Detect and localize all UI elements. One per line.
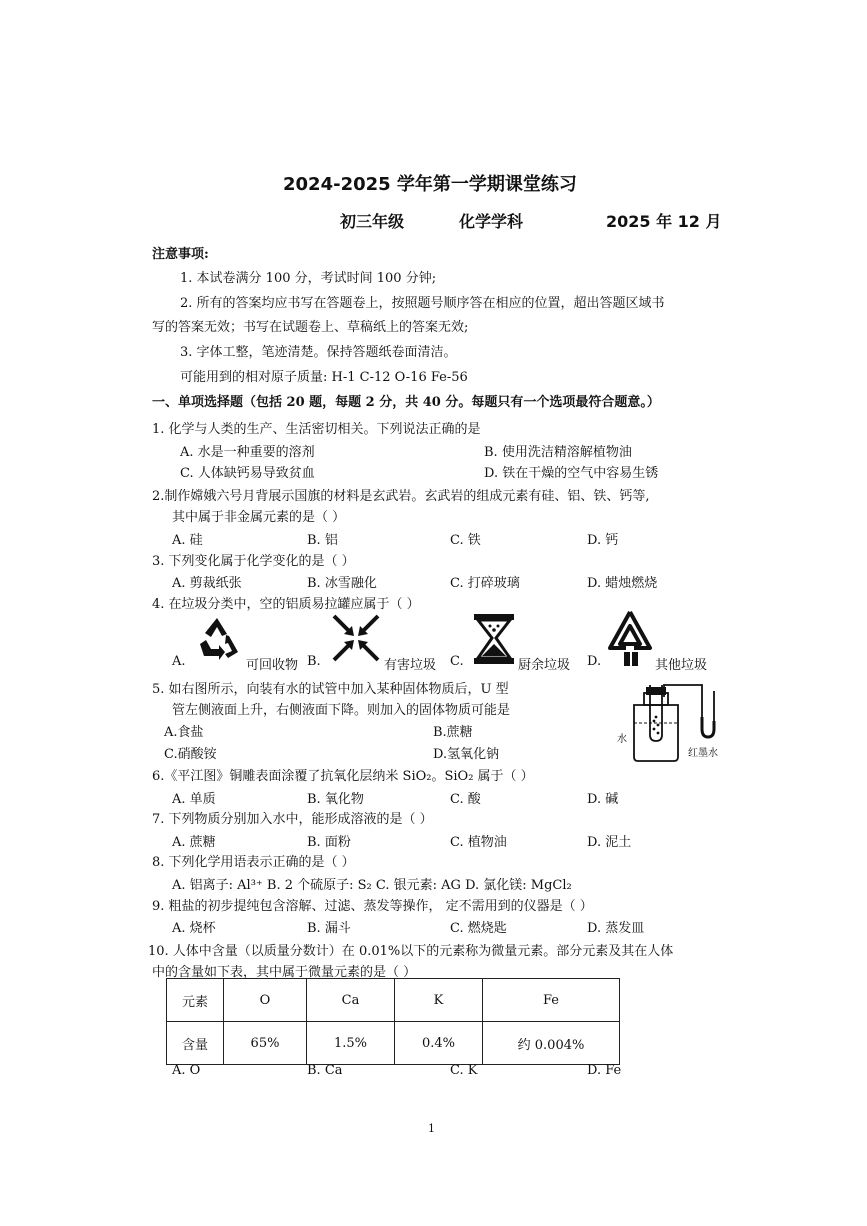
q9-option-b: B. 漏斗 (307, 921, 351, 936)
q4-stem: 4. 在垃圾分类中，空的铝质易拉罐应属于（ ） (152, 597, 420, 612)
q8-options: A. 铝离子: Al³⁺ B. 2 个硫原子: S₂ C. 银元素: AG D. 氯化镁: MgCl₂ (172, 878, 572, 893)
q4-option-b-letter: B. (307, 654, 321, 669)
grade-label: 初三年级 (340, 212, 405, 231)
q5-stem-1: 5. 如右图所示，向装有水的试管中加入某种固体物质后，U 型 (152, 682, 509, 697)
q1-option-c: C. 人体缺钙易导致贫血 (180, 466, 315, 481)
atomic-mass-line: 可能用到的相对原子质量: H-1 C-12 O-16 Fe-56 (180, 370, 468, 385)
table-cell: Ca (307, 979, 395, 1022)
q7-option-c: C. 植物油 (450, 835, 507, 850)
q3-stem: 3. 下列变化属于化学变化的是（ ） (152, 554, 355, 569)
q7-stem: 7. 下列物质分别加入水中，能形成溶液的是（ ） (152, 812, 433, 827)
q3-option-c: C. 打碎玻璃 (450, 576, 520, 591)
q5-figure-red-ink-label: 红墨水 (688, 748, 718, 759)
q7-option-d: D. 泥土 (587, 835, 632, 850)
q2-option-d: D. 钙 (587, 533, 619, 548)
date-label: 2025 年 12 月 (606, 212, 722, 231)
q9-option-d: D. 蒸发皿 (587, 921, 645, 936)
q7-option-b: B. 面粉 (307, 835, 351, 850)
q4-option-a-letter: A. (172, 654, 186, 669)
q10-option-d: D. Fe (587, 1063, 622, 1078)
q4-option-c-label: 厨余垃圾 (518, 658, 571, 673)
q1-option-b: B. 使用洗洁精溶解植物油 (484, 445, 632, 460)
q4-option-d-label: 其他垃圾 (655, 658, 708, 673)
notes-heading: 注意事项: (152, 247, 209, 262)
q10-stem-1: 10. 人体中含量（以质量分数计）在 0.01%以下的元素称为微量元素。部分元素及其在人体 (148, 944, 674, 959)
hazardous-waste-icon (330, 612, 382, 664)
q2-stem-2: 其中属于非金属元素的是（ ） (172, 510, 346, 525)
kitchen-waste-icon (472, 612, 516, 666)
table-row-header: 元素 (167, 979, 224, 1022)
q2-option-a: A. 硅 (172, 533, 203, 548)
table-cell: 0.4% (395, 1022, 483, 1065)
element-content-table (166, 978, 620, 1065)
q1-option-a: A. 水是一种重要的溶剂 (180, 445, 315, 460)
q5-option-b: B.蔗糖 (433, 725, 473, 740)
q3-option-d: D. 蜡烛燃烧 (587, 576, 658, 591)
q3-option-a: A. 剪裁纸张 (172, 576, 242, 591)
notes-item-1: 1. 本试卷满分 100 分，考试时间 100 分钟; (180, 271, 437, 286)
subject-label: 化学学科 (459, 212, 524, 231)
q2-stem-1: 2.制作嫦娥六号月背展示国旗的材料是玄武岩。玄武岩的组成元素有硅、铝、铁、钙等, (152, 489, 650, 504)
table-cell: K (395, 979, 483, 1022)
q2-option-b: B. 铝 (307, 533, 338, 548)
q5-stem-2: 管左侧液面上升，右侧液面下降。则加入的固体物质可能是 (172, 703, 511, 718)
q2-option-c: C. 铁 (450, 533, 481, 548)
page-title: 2024-2025 学年第一学期课堂练习 (283, 174, 577, 195)
q9-stem: 9. 粗盐的初步提纯包含溶解、过滤、蒸发等操作， 定不需用到的仪器是（ ） (152, 899, 593, 914)
q6-stem: 6.《平江图》铜雕表面涂覆了抗氧化层纳米 SiO₂。SiO₂ 属于（ ） (152, 769, 534, 784)
q1-option-d: D. 铁在干燥的空气中容易生锈 (484, 466, 659, 481)
other-waste-icon (606, 608, 654, 668)
q4-option-b-label: 有害垃圾 (384, 658, 437, 673)
q5-option-a: A.食盐 (164, 725, 204, 740)
page-number: 1 (428, 1122, 435, 1135)
q4-option-a-label: 可回收物 (246, 658, 299, 673)
q10-option-b: B. Ca (307, 1063, 343, 1078)
q10-option-c: C. K (450, 1063, 478, 1078)
q8-stem: 8. 下列化学用语表示正确的是（ ） (152, 855, 355, 870)
notes-item-2b: 写的答案无效；书写在试题卷上、草稿纸上的答案无效; (152, 320, 469, 335)
table-cell: 约 0.004% (483, 1022, 620, 1065)
q1-stem: 1. 化学与人类的生产、生活密切相关。下列说法正确的是 (152, 422, 481, 437)
q4-option-d-letter: D. (587, 654, 602, 669)
q3-option-b: B. 冰雪融化 (307, 576, 377, 591)
q5-option-c: C.硝酸铵 (164, 747, 217, 762)
q9-option-a: A. 烧杯 (172, 921, 216, 936)
table-row-header: 含量 (167, 1022, 224, 1065)
table-row (167, 1022, 620, 1065)
q6-option-a: A. 单质 (172, 792, 216, 807)
q5-figure-water-label: 水 (617, 734, 627, 745)
table-row (167, 979, 620, 1022)
section-1-heading: 一、单项选择题（包括 20 题，每题 2 分，共 40 分。每题只有一个选项最符合题意。） (152, 395, 660, 410)
table-cell: 1.5% (307, 1022, 395, 1065)
table-cell: 65% (224, 1022, 307, 1065)
q7-option-a: A. 蔗糖 (172, 835, 216, 850)
q5-option-d: D.氢氧化钠 (433, 747, 500, 762)
q10-option-a: A. O (172, 1063, 201, 1078)
q4-option-c-letter: C. (450, 654, 464, 669)
q6-option-c: C. 酸 (450, 792, 481, 807)
table-cell: O (224, 979, 307, 1022)
q9-option-c: C. 燃烧匙 (450, 921, 507, 936)
table-cell: Fe (483, 979, 620, 1022)
notes-item-2a: 2. 所有的答案均应书写在答题卷上，按照题号顺序答在相应的位置，超出答题区域书 (180, 296, 665, 311)
notes-item-3: 3. 字体工整，笔迹清楚。保持答题纸卷面清洁。 (180, 345, 457, 360)
q6-option-b: B. 氧化物 (307, 792, 364, 807)
q6-option-d: D. 碱 (587, 792, 619, 807)
recycle-icon (192, 614, 242, 664)
q10-stem-2: 中的含量如下表，其中属于微量元素的是（ ） (152, 965, 417, 980)
